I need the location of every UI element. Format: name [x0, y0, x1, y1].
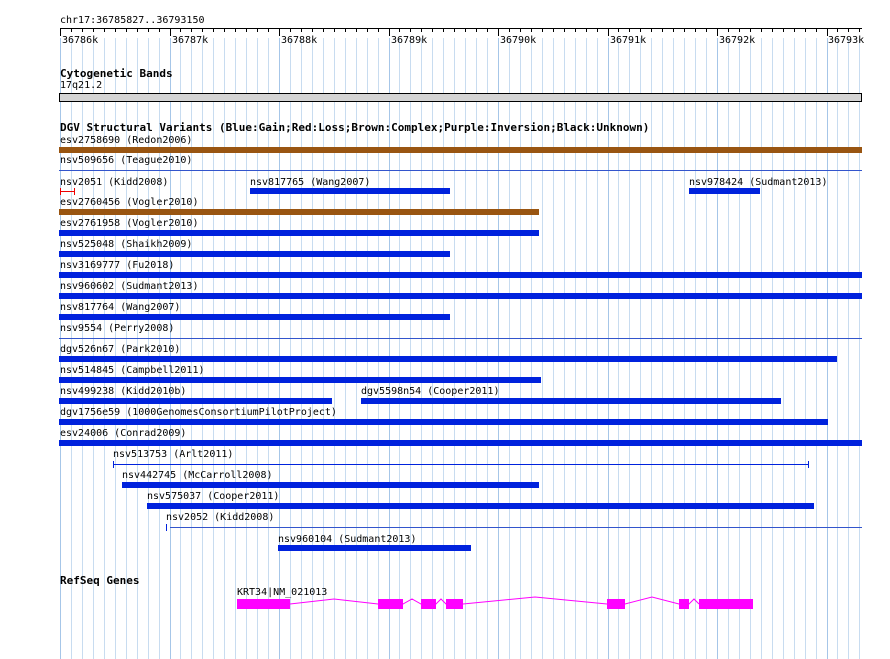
ruler-minor-tick	[618, 28, 619, 32]
ruler-major-tick	[608, 28, 609, 36]
ruler-minor-tick	[148, 28, 149, 32]
ruler-minor-tick	[213, 28, 214, 32]
ruler-minor-tick	[684, 28, 685, 32]
variant-bar-nsv525048[interactable]	[59, 251, 450, 257]
row-separator	[170, 527, 862, 528]
variant-label-nsv817765[interactable]: nsv817765 (Wang2007)	[250, 177, 371, 188]
ruler-minor-tick	[739, 28, 740, 32]
grid-line	[772, 38, 773, 659]
dgv-track-title[interactable]: DGV Structural Variants (Blue:Gain;Red:Loss;Brown:Complex;Purple:Inversion;Black:Unknown)	[60, 121, 650, 134]
ruler-major-tick	[717, 28, 718, 36]
variant-bar-nsv442745[interactable]	[122, 482, 539, 488]
ruler-minor-tick	[794, 28, 795, 32]
gene-exon[interactable]	[378, 599, 403, 609]
variant-label-nsv817764[interactable]: nsv817764 (Wang2007)	[60, 302, 181, 313]
ruler-minor-tick	[115, 28, 116, 32]
ruler-minor-tick	[126, 28, 127, 32]
row-separator	[59, 338, 862, 339]
gene-exon[interactable]	[421, 599, 436, 609]
ruler-minor-tick	[443, 28, 444, 32]
ruler-minor-tick	[235, 28, 236, 32]
ruler-minor-tick	[378, 28, 379, 32]
ruler-tick-label: 36791k	[610, 35, 647, 46]
variant-bar-nsv2052-start	[166, 524, 167, 531]
ruler-tick-label: 36793k	[828, 35, 865, 46]
ruler-minor-tick	[191, 28, 192, 32]
cytoband-label: 17q21.2	[60, 80, 103, 91]
ruler-minor-tick	[334, 28, 335, 32]
variant-label-nsv978424[interactable]: nsv978424 (Sudmant2013)	[689, 177, 828, 188]
variant-label-nsv442745[interactable]: nsv442745 (McCarroll2008)	[122, 470, 273, 481]
variant-bar-nsv960602[interactable]	[59, 293, 862, 299]
variant-label-nsv525048[interactable]: nsv525048 (Shaikh2009)	[60, 239, 193, 250]
ruler-minor-tick	[848, 28, 849, 32]
gene-exon[interactable]	[699, 599, 753, 609]
variant-bar-nsv513753-start	[113, 461, 114, 468]
grid-line	[651, 38, 652, 659]
ruler-major-tick	[279, 28, 280, 36]
ruler-minor-tick	[356, 28, 357, 32]
variant-label-nsv499238[interactable]: nsv499238 (Kidd2010b)	[60, 386, 187, 397]
ruler-minor-tick	[783, 28, 784, 32]
ruler-minor-tick	[180, 28, 181, 32]
grid-line	[695, 38, 696, 659]
variant-label-esv2758690[interactable]: esv2758690 (Redon2006)	[60, 135, 193, 146]
grid-line	[662, 38, 663, 659]
ruler-tick-label: 36789k	[391, 35, 428, 46]
ruler-minor-tick	[421, 28, 422, 32]
row-separator	[59, 170, 862, 171]
variant-label-nsv513753[interactable]: nsv513753 (Arlt2011)	[113, 449, 234, 460]
ruler-minor-tick	[454, 28, 455, 32]
gene-exon[interactable]	[446, 599, 463, 609]
variant-bar-dgv526n67[interactable]	[59, 356, 837, 362]
ruler-minor-tick	[673, 28, 674, 32]
ruler-minor-tick	[564, 28, 565, 32]
grid-line	[728, 38, 729, 659]
ruler-minor-tick	[82, 28, 83, 32]
ruler-minor-tick	[859, 28, 860, 32]
ruler-minor-tick	[399, 28, 400, 32]
grid-line	[761, 38, 762, 659]
variant-bar-esv2760456[interactable]	[59, 209, 539, 215]
variant-bar-esv2761958[interactable]	[59, 230, 539, 236]
ruler-tick-label: 36792k	[719, 35, 756, 46]
ruler-minor-tick	[93, 28, 94, 32]
grid-line	[783, 38, 784, 659]
ruler-major-tick	[389, 28, 390, 36]
variant-bar-esv24006[interactable]	[59, 440, 862, 446]
variant-bar-nsv2051-start	[60, 188, 61, 195]
ruler-minor-tick	[837, 28, 838, 32]
grid-line	[827, 38, 828, 659]
variant-label-esv24006[interactable]: esv24006 (Conrad2009)	[60, 428, 187, 439]
ruler-minor-tick	[246, 28, 247, 32]
cytoband-bar[interactable]	[59, 93, 862, 102]
gene-label[interactable]: KRT34|NM_021013	[237, 587, 328, 598]
ruler-minor-tick	[323, 28, 324, 32]
ruler-minor-tick	[728, 28, 729, 32]
variant-bar-nsv514845[interactable]	[59, 377, 541, 383]
grid-line	[859, 38, 860, 659]
ruler-minor-tick	[772, 28, 773, 32]
gene-exon[interactable]	[237, 599, 290, 609]
ruler-minor-tick	[312, 28, 313, 32]
variant-label-nsv3169777[interactable]: nsv3169777 (Fu2018)	[60, 260, 175, 271]
ruler-minor-tick	[750, 28, 751, 32]
ruler-minor-tick	[345, 28, 346, 32]
ruler-minor-tick	[410, 28, 411, 32]
variant-label-nsv2052[interactable]: nsv2052 (Kidd2008)	[166, 512, 275, 523]
ruler-minor-tick	[104, 28, 105, 32]
ruler-minor-tick	[662, 28, 663, 32]
ruler-minor-tick	[509, 28, 510, 32]
ruler-major-tick	[498, 28, 499, 36]
variant-bar-esv2758690[interactable]	[59, 147, 862, 153]
ruler-minor-tick	[706, 28, 707, 32]
refseq-track-title[interactable]: RefSeq Genes	[60, 574, 140, 587]
ruler-minor-tick	[542, 28, 543, 32]
ruler-minor-tick	[640, 28, 641, 32]
variant-label-nsv575037[interactable]: nsv575037 (Cooper2011)	[147, 491, 280, 502]
gene-exon[interactable]	[679, 599, 689, 609]
variant-label-esv2761958[interactable]: esv2761958 (Vogler2010)	[60, 218, 199, 229]
ruler-minor-tick	[531, 28, 532, 32]
ruler-minor-tick	[805, 28, 806, 32]
variant-label-dgv1756e59[interactable]: dgv1756e59 (1000GenomesConsortiumPilotProject)	[60, 407, 337, 418]
ruler-minor-tick	[520, 28, 521, 32]
ruler-minor-tick	[137, 28, 138, 32]
ruler-minor-tick	[553, 28, 554, 32]
ruler-minor-tick	[432, 28, 433, 32]
variant-bar-dgv1756e59[interactable]	[59, 419, 828, 425]
variant-bar-nsv513753-end	[808, 461, 809, 468]
grid-line	[673, 38, 674, 659]
ruler-minor-tick	[465, 28, 466, 32]
grid-line	[816, 38, 817, 659]
ruler-minor-tick	[224, 28, 225, 32]
ruler-minor-tick	[597, 28, 598, 32]
ruler-minor-tick	[301, 28, 302, 32]
grid-line	[717, 38, 718, 659]
variant-bar-nsv2051[interactable]	[60, 191, 75, 192]
ruler-tick-label: 36790k	[500, 35, 537, 46]
ruler-major-tick	[170, 28, 171, 36]
gene-intron-line	[290, 597, 699, 604]
ruler-minor-tick	[761, 28, 762, 32]
variant-bar-dgv5598n54[interactable]	[361, 398, 781, 404]
grid-line	[750, 38, 751, 659]
variant-label-nsv960104[interactable]: nsv960104 (Sudmant2013)	[278, 534, 417, 545]
ruler-minor-tick	[71, 28, 72, 32]
variant-bar-nsv978424[interactable]	[689, 188, 760, 194]
ruler-minor-tick	[367, 28, 368, 32]
ruler-minor-tick	[159, 28, 160, 32]
ruler-minor-tick	[695, 28, 696, 32]
variant-label-nsv514845[interactable]: nsv514845 (Campbell2011)	[60, 365, 205, 376]
variant-bar-nsv513753[interactable]	[113, 464, 809, 465]
variant-label-nsv960602[interactable]: nsv960602 (Sudmant2013)	[60, 281, 199, 292]
ruler-minor-tick	[575, 28, 576, 32]
ruler-minor-tick	[651, 28, 652, 32]
ruler-minor-tick	[257, 28, 258, 32]
variant-label-dgv526n67[interactable]: dgv526n67 (Park2010)	[60, 344, 181, 355]
variant-bar-nsv817764[interactable]	[59, 314, 450, 320]
variant-label-nsv9554[interactable]: nsv9554 (Perry2008)	[60, 323, 175, 334]
grid-line	[805, 38, 806, 659]
gene-exon[interactable]	[607, 599, 625, 609]
ruler-major-tick	[60, 28, 61, 36]
ruler-minor-tick	[487, 28, 488, 32]
ruler-minor-tick	[816, 28, 817, 32]
variant-label-dgv5598n54[interactable]: dgv5598n54 (Cooper2011)	[361, 386, 500, 397]
variant-bar-nsv817765[interactable]	[250, 188, 450, 194]
ruler-minor-tick	[202, 28, 203, 32]
variant-bar-nsv2051-end	[74, 188, 75, 195]
variant-bar-nsv575037[interactable]	[147, 503, 814, 509]
variant-bar-nsv499238[interactable]	[59, 398, 332, 404]
ruler-tick-label: 36788k	[281, 35, 318, 46]
grid-line	[848, 38, 849, 659]
ruler-minor-tick	[476, 28, 477, 32]
ruler-minor-tick	[586, 28, 587, 32]
ruler-tick-label: 36786k	[62, 35, 99, 46]
ruler-minor-tick	[629, 28, 630, 32]
grid-line	[794, 38, 795, 659]
grid-line	[684, 38, 685, 659]
variant-bar-nsv960104[interactable]	[278, 545, 471, 551]
grid-line	[739, 38, 740, 659]
cytoband-track-title[interactable]: Cytogenetic Bands	[60, 67, 173, 80]
gene-intron-lines	[0, 590, 890, 620]
variant-label-esv2760456[interactable]: esv2760456 (Vogler2010)	[60, 197, 199, 208]
variant-label-nsv2051[interactable]: nsv2051 (Kidd2008)	[60, 177, 169, 188]
ruler-tick-label: 36787k	[172, 35, 209, 46]
ruler-minor-tick	[268, 28, 269, 32]
grid-line	[706, 38, 707, 659]
ruler-position: chr17:36785827..36793150	[60, 15, 205, 26]
grid-line	[837, 38, 838, 659]
variant-label-nsv509656[interactable]: nsv509656 (Teague2010)	[60, 155, 193, 166]
variant-bar-nsv3169777[interactable]	[59, 272, 862, 278]
ruler-minor-tick	[290, 28, 291, 32]
